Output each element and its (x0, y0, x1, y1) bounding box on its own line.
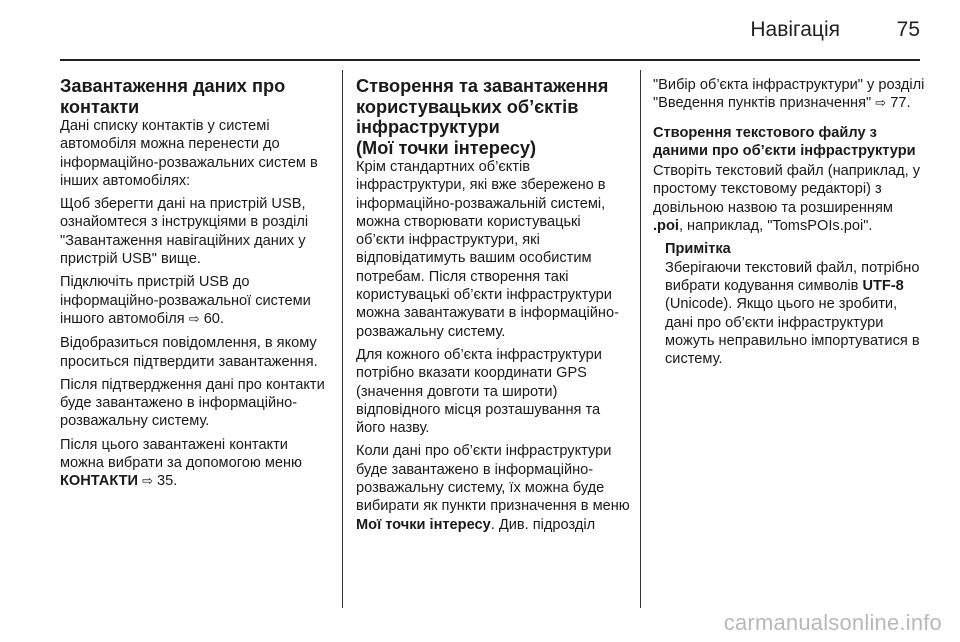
page-ref-arrow-icon: ⇨ (188, 311, 200, 327)
paragraph: Щоб зберегти дані на пристрій USB, ознайомтеся з інструкціями в розділі "Завантаження навігаційних даних у пристрій USB" вище. (60, 196, 309, 268)
paragraph: "Вибір об’єкта інфраструктури" у розділі "Введення пунктів призначення" ⇨ 77. (653, 77, 925, 112)
paragraph: Крім стандартних об’єктів інфраструктури, які вже збережено в інформаційно-розважальній системі, можна створювати користувацькі об’єкти інфраструктури, які відповідатимуть вашим особистим потребам. Після створення такі користувацькі об’єкти інфраструктури можна завантажувати в інформаційно-розважальну систему. (356, 159, 619, 340)
page-ref[interactable]: 35. (157, 473, 178, 490)
note-box (665, 240, 925, 368)
paragraph: Відобразиться повідомлення, в якому проситься підтвердити завантаження. (60, 335, 318, 370)
page-ref-arrow-icon: ⇨ (142, 474, 153, 490)
header-divider (60, 59, 920, 61)
paragraph: Створіть текстовий файл (наприклад, у простому текстовому редакторі) з довільною назвою та розширенням .poi, наприклад, "TomsPOIs.poi". (653, 163, 921, 235)
paragraph: Підключіть пристрій USB до інформаційно-розважальної системи іншого автомобіля ⇨ 60. (60, 274, 311, 327)
column-2 (356, 76, 632, 539)
note-text: Зберігаючи текстовий файл, потрібно вибрати кодування символів UTF-8 (Unicode). Якщо цього не зробити, дані про об’єкти інфраструктури можуть неправильно імпортуватися в систему. (665, 259, 920, 368)
menu-name: Мої точки інтересу (356, 516, 491, 533)
section-heading-download-contacts: Завантаження даних про контакти (60, 76, 286, 117)
paragraph: Коли дані про об’єкти інфраструктури буде завантажено в інформаційно-розважальну систему, їх можна буде вибирати як пункти призначення в меню Мої точки інтересу. Див. підрозділ (356, 443, 630, 533)
page-ref[interactable]: 77. (890, 95, 911, 112)
menu-name: КОНТАКТИ (60, 473, 139, 490)
paragraph: Дані списку контактів у системі автомобіля можна перенести до інформаційно-розважальних систем в інших автомобілях: (60, 118, 318, 189)
paragraph: Для кожного об’єкта інфраструктури потрібно вказати координати GPS (значення довготи та широти) відповідного місця розташування та його назву. (356, 346, 602, 437)
note-title: Примітка (665, 241, 731, 258)
page-header (60, 18, 920, 50)
watermark: carmanualsonline.info (723, 610, 942, 635)
column-divider-2 (640, 70, 641, 608)
file-extension: .poi (653, 218, 679, 235)
section-heading-custom-poi: Створення та завантаження користувацьких об’єктів інфраструктури (Мої точки інтересу) (356, 76, 609, 158)
page-number: 75 (896, 18, 920, 41)
paragraph: Після цього завантажені контакти можна вибрати за допомогою меню КОНТАКТИ ⇨ 35. (60, 436, 302, 490)
column-divider-1 (342, 70, 343, 608)
page-ref-arrow-icon: ⇨ (875, 96, 887, 112)
column-3 (653, 76, 925, 373)
encoding-name: UTF-8 (862, 277, 904, 294)
page-ref[interactable]: 60. (203, 310, 224, 327)
paragraph: Після підтвердження дані про контакти буде завантажено в інформаційно-розважальну систему. (60, 376, 325, 430)
subheading-create-text-file: Створення текстового файлу з даними про об’єкти інфраструктури (653, 124, 916, 159)
column-1 (60, 76, 328, 497)
section-title: Навігація (750, 18, 840, 41)
